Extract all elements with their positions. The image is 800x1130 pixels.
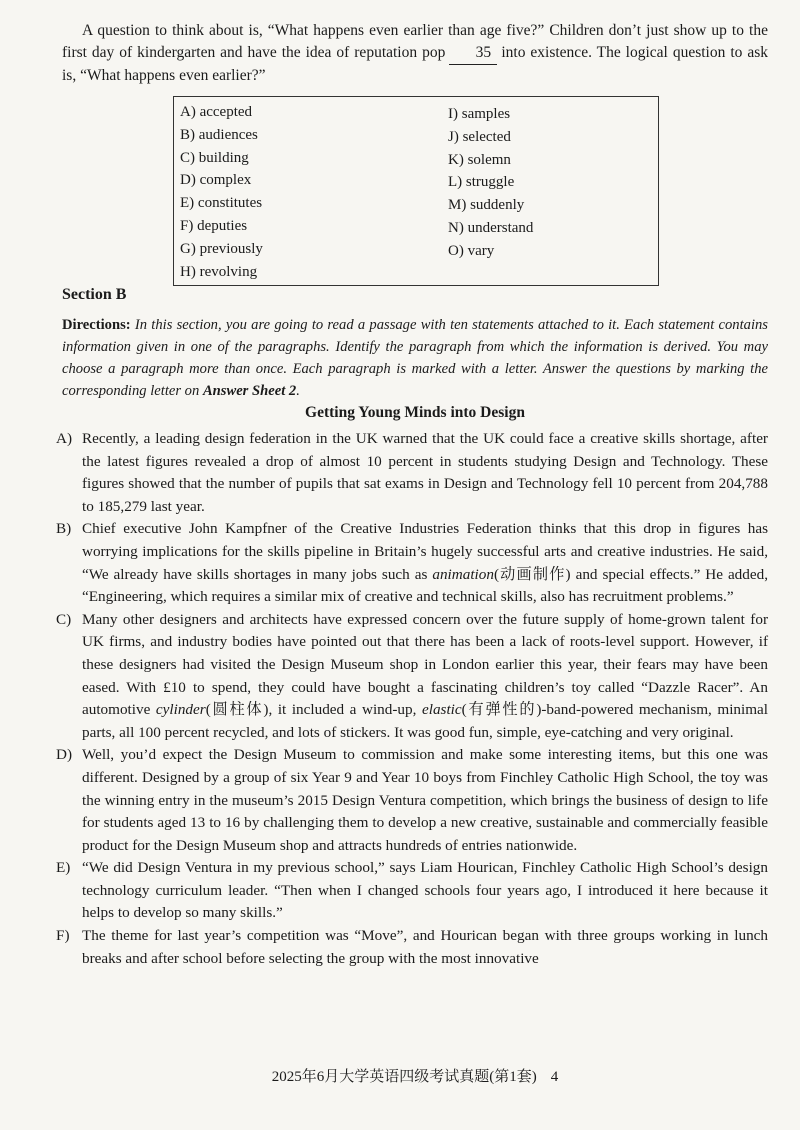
word-bank-item: K) solemn	[448, 151, 511, 168]
intro-text-1: A question to think about is, “What happens even earlier than age five?” Children don’t just show up to the first day of kindergarten and have the idea of reputation pop	[62, 22, 768, 61]
paragraph-a	[56, 428, 768, 518]
paragraph-text: Chief executive John Kampfner of the Creative Industries Federation thinks that this drop in figures has worrying implications for the skills pipeline in Britain’s hugely successful arts and creative industries. He said, “We already have skills shortages in many jobs such as	[82, 520, 768, 583]
word-bank-left-column	[180, 101, 263, 283]
paragraph-text: Recently, a leading design federation in the UK warned that the UK could face a creative skills shortage, after the latest figures revealed a drop of almost 10 percent in students studying Design and Technology. These figures showed that the number of pupils that sat exams in Design and Technology fell 10 percent from 204,788 to 185,279 last year.	[82, 430, 768, 515]
paragraph-letter: A)	[56, 430, 73, 447]
paragraph-text: Well, you’d expect the Design Museum to commission and make some interesting items, but this one was different. Designed by a group of six Year 9 and Year 10 boys from Finchley Catholic High School, the toy was the winning entry in the museum’s 2015 Design Ventura competition, which brings the business of design to life for students aged 13 to 16 by challenging them to develop a new creative, sustainable and commercially feasible product for the Design Museum shop and attracts hundreds of entries nationwide.	[82, 746, 768, 854]
italic-term: cylinder	[155, 701, 206, 719]
paragraph-f	[56, 925, 768, 970]
passage-title: Getting Young Minds into Design	[305, 404, 525, 421]
paragraph-letter: E)	[56, 859, 71, 877]
paragraph-text: (圆柱体), it included a wind-up,	[205, 701, 417, 719]
intro-text-2: into existence. The logical question to ask is, “What happens even earlier?”	[62, 44, 768, 84]
section-title: Section B	[62, 286, 127, 303]
paragraph-letter: C)	[56, 610, 72, 628]
word-bank-item: O) vary	[448, 242, 495, 259]
italic-term: animation	[432, 565, 494, 583]
paragraph-text: (动画制作) and special effects.” He added, “Engineering, which requires a similar mix of creative and technical skills, also has recruitment problems.”	[82, 565, 768, 606]
directions-answer-sheet: Answer Sheet 2	[202, 383, 297, 399]
directions	[62, 314, 768, 402]
exam-page	[56, 20, 769, 1085]
word-bank-item: D) complex	[180, 172, 252, 189]
paragraph-b	[56, 518, 768, 608]
paragraph-letter: F)	[56, 927, 70, 945]
page-number: 4	[550, 1069, 559, 1085]
word-bank-item: B) audiences	[180, 126, 258, 143]
directions-text: In this section, you are going to read a passage with ten statements attached to it. Each statement contains information given in one of the paragraphs. Identify the paragraph from which the information is derived. You may choose a paragraph more than once. Each paragraph is marked with a letter. Answer the questions by marking the corresponding letter on	[62, 317, 768, 399]
word-bank-item: N) understand	[448, 219, 534, 236]
intro-paragraph	[62, 20, 768, 87]
word-bank-item: C) building	[180, 149, 249, 166]
footer-text: 2025年6月大学英语四级考试真题(第1套)	[271, 1069, 537, 1085]
word-bank-item: H) revolving	[180, 263, 258, 280]
paragraph-d	[56, 744, 768, 857]
passage-paragraphs	[56, 428, 768, 970]
word-bank-item: J) selected	[448, 128, 511, 145]
word-bank	[173, 96, 659, 286]
word-bank-right-column	[448, 103, 533, 263]
paragraph-text: The theme for last year’s competition was “Move”, and Hourican began with three groups working in lunch breaks and after school before selecting the group with the most innovative	[82, 927, 768, 967]
italic-term: elastic	[422, 701, 462, 719]
directions-end: .	[296, 383, 300, 399]
paragraph-c	[56, 609, 768, 745]
word-bank-item: E) constitutes	[180, 195, 263, 212]
paragraph-text: Many other designers and architects have expressed concern over the future supply of home-grown talent for UK firms, and industry bodies have pointed out that there has been a lack of roots-level support. However, if these designers had visited the Design Museum shop in London earlier this year, their fears may have been eased. With £10 to spend, they could have bought a fascinating children’s toy called “Dazzle Racer”. An automotive	[82, 610, 768, 719]
paragraph-letter: D)	[56, 746, 73, 764]
word-bank-item: G) previously	[180, 240, 263, 257]
paragraph-text: (有弹性的)-band-powered mechanism, minimal parts, all 100 percent recycled, and lots of stickers. It was good fun, simple, eye-catching and very original.	[82, 701, 769, 741]
answer-blank-35: 35	[449, 42, 497, 65]
directions-label: Directions:	[62, 317, 131, 333]
paragraph-e	[56, 857, 768, 925]
word-bank-item: A) accepted	[180, 104, 253, 120]
paragraph-text: “We did Design Ventura in my previous school,” says Liam Hourican, Finchley Catholic High School’s design technology curriculum leader. “Then when I changed schools four years ago, I introduced it here because it helps to develop so many skills.”	[82, 859, 768, 922]
paragraph-letter: B)	[56, 520, 72, 538]
word-bank-item: F) deputies	[180, 217, 248, 234]
word-bank-item: I) samples	[448, 106, 511, 122]
word-bank-item: L) struggle	[448, 174, 515, 191]
word-bank-item: M) suddenly	[448, 197, 525, 214]
page-footer	[62, 1065, 768, 1086]
